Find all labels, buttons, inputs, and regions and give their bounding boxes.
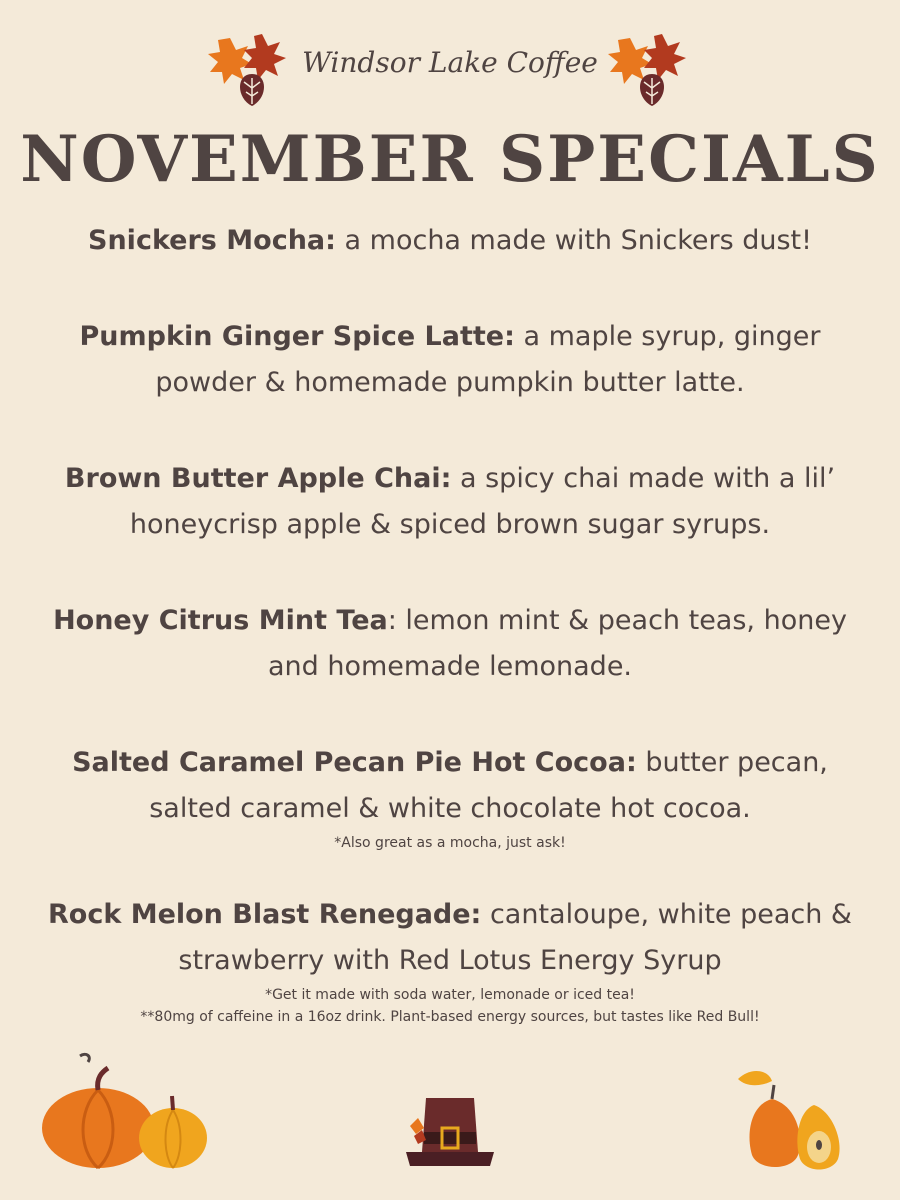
special-item [40,218,860,264]
special-item [40,598,860,690]
special-description: a maple syrup, ginger powder & homemade pumpkin butter latte. [155,321,821,398]
specials-list [40,218,860,1078]
special-note: *Also great as a mocha, just ask! [334,835,566,851]
pilgrim-hat-icon [400,1088,500,1173]
special-note: *Get it made with soda water, lemonade or iced tea! [265,987,635,1003]
special-description: : lemon mint & peach teas, honey and homemade lemonade. [267,605,847,682]
special-name: Rock Melon Blast Renegade: [48,899,482,930]
special-description: a spicy chai made with a lil’ honeycrisp apple & spiced brown sugar syrups. [129,463,836,540]
special-item [40,456,860,548]
special-description: a mocha made with Snickers dust! [335,225,812,256]
special-name: Brown Butter Apple Chai: [64,463,452,494]
special-item [40,314,860,406]
special-description: butter pecan, salted caramel & white chocolate hot cocoa. [149,747,828,824]
special-item [40,740,860,854]
brand-name: Windsor Lake Coffee [302,46,598,79]
special-name: Honey Citrus Mint Tea [53,605,388,636]
pears-icon [728,1065,848,1175]
special-note: **80mg of caffeine in a 16oz drink. Plant-based energy sources, but tastes like Red Bull! [140,1009,760,1025]
special-name: Pumpkin Ginger Spice Latte: [79,321,515,352]
maple-leaves-icon [600,28,700,108]
special-name: Snickers Mocha: [88,225,336,256]
special-name: Salted Caramel Pecan Pie Hot Cocoa: [72,747,637,778]
page-title: NOVEMBER SPECIALS [20,122,880,197]
special-description: cantaloupe, white peach & strawberry with Red Lotus Energy Syrup [178,899,852,976]
special-item [40,892,860,1028]
pumpkins-icon [38,1050,213,1170]
